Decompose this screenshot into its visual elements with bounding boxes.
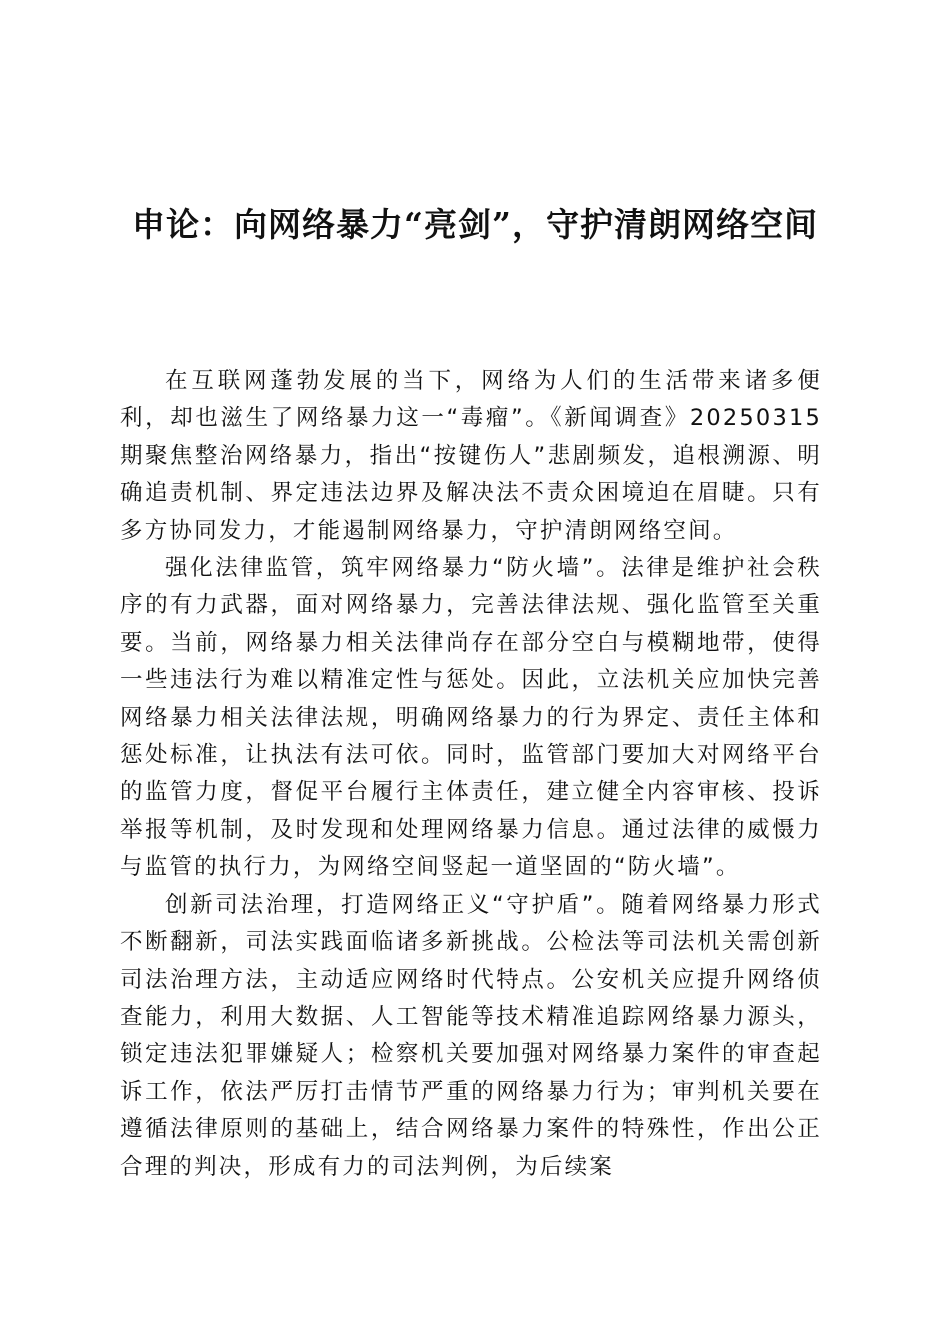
paragraph-intro: 在互联网蓬勃发展的当下，网络为人们的生活带来诸多便利，却也滋生了网络暴力这一“毒瘤”。《新闻调查》20250315期聚焦整治网络暴力，指出“按键伤人”悲剧频发，追根溯源、明确追责机制、界定违法边界及解决法不责众困境迫在眉睫。只有多方协同发力，才能遏制网络暴力，守护清朗网络空间。 <box>120 368 822 544</box>
document-body <box>120 363 822 1186</box>
paragraph-legal-supervision: 强化法律监管，筑牢网络暴力“防火墙”。法律是维护社会秩序的有力武器，面对网络暴力，完善法律法规、强化监管至关重要。当前，网络暴力相关法律尚存在部分空白与模糊地带，使得一些违法行为难以精准定性与惩处。因此，立法机关应加快完善网络暴力相关法律法规，明确网络暴力的行为界定、责任主体和惩处标准，让执法有法可依。同时，监管部门要加大对网络平台的监管力度，督促平台履行主体责任，建立健全内容审核、投诉举报等机制，及时发现和处理网络暴力信息。通过法律的威慑力与监管的执行力，为网络空间竖起一道坚固的“防火墙”。 <box>120 555 822 881</box>
paragraph-judicial-governance: 创新司法治理，打造网络正义“守护盾”。随着网络暴力形式不断翻新，司法实践面临诸多新挑战。公检法等司法机关需创新司法治理方法，主动适应网络时代特点。公安机关应提升网络侦查能力，利用大数据、人工智能等技术精准追踪网络暴力源头，锁定违法犯罪嫌疑人；检察机关要加强对网络暴力案件的审查起诉工作，依法严厉打击情节严重的网络暴力行为；审判机关要在遵循法律原则的基础上，结合网络暴力案件的特殊性，作出公正合理的判决，形成有力的司法判例，为后续案 <box>120 891 822 1180</box>
document-title: 申论：向网络暴力“亮剑”，守护清朗网络空间 <box>132 205 818 244</box>
